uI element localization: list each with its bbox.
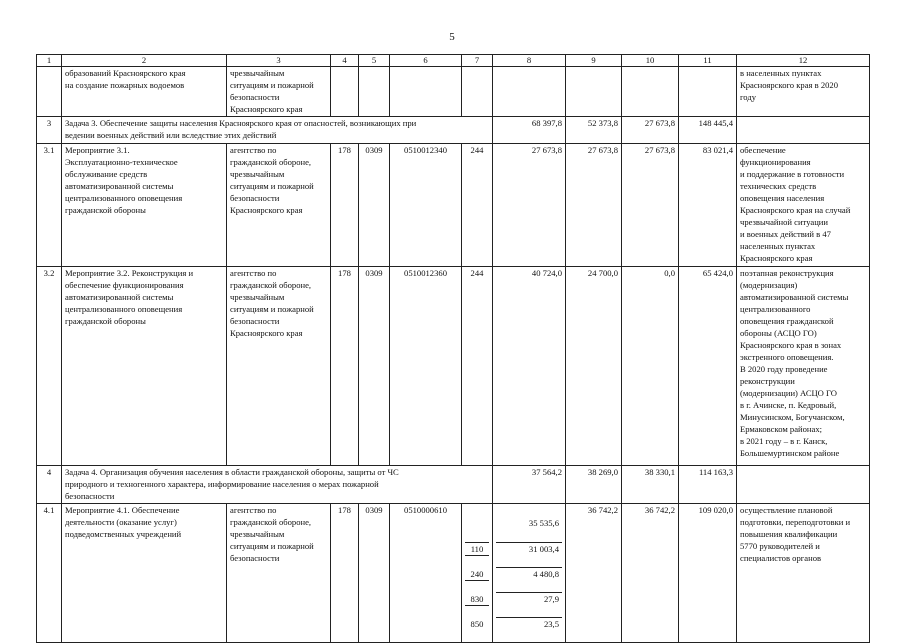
header-cell: 11 <box>679 55 737 67</box>
header-cell: 3 <box>227 55 331 67</box>
value-item: 23,5 <box>496 617 562 630</box>
header-cell: 10 <box>622 55 679 67</box>
table-row-3-2 <box>37 267 870 466</box>
cell-executor: агентство по гражданской обороне, чрезвычайным ситуациям и пожарной безопасности Красноярского края <box>227 267 331 466</box>
cell-2019: 27 673,8 <box>493 144 566 267</box>
table-row-task4 <box>37 466 870 504</box>
cell-grbs: 178 <box>331 504 359 643</box>
header-cell: 6 <box>390 55 462 67</box>
header-cell: 7 <box>462 55 493 67</box>
cell-rzpr: 0309 <box>359 504 390 643</box>
table-row-4-1 <box>37 504 870 643</box>
cell-num: 4.1 <box>37 504 62 643</box>
cell-vr: 244 <box>462 267 493 466</box>
cell-result: в населенных пунктах Красноярского края в 2020 году <box>737 67 870 117</box>
cell-csr: 0510012340 <box>390 144 462 267</box>
cell-total: 148 445,4 <box>679 117 737 144</box>
value-item: 31 003,4 <box>496 542 562 555</box>
cell-grbs: 178 <box>331 267 359 466</box>
cell-executor: агентство по гражданской обороне, чрезвычайным ситуациям и пожарной безопасности Красноярского края <box>227 144 331 267</box>
cell-vr: 244 <box>462 144 493 267</box>
cell-name: Мероприятие 3.1. Эксплуатационно-техническое обслуживание средств автоматизированной системы централизованного оповещения гражданской обороны <box>62 144 227 267</box>
vr-code: 850 <box>470 619 484 629</box>
header-cell: 8 <box>493 55 566 67</box>
cell-executor: чрезвычайным ситуациям и пожарной безопасности Красноярского края <box>227 67 331 117</box>
cell-num: 3.1 <box>37 144 62 267</box>
cell-executor: агентство по гражданской обороне, чрезвычайным ситуациям и пожарной безопасности <box>227 504 331 643</box>
cell-rzpr: 0309 <box>359 267 390 466</box>
header-cell: 1 <box>37 55 62 67</box>
vr-code: 830 <box>465 593 489 606</box>
cell-2021: 0,0 <box>622 267 679 466</box>
value-item: 4 480,8 <box>496 567 562 580</box>
cell-2021: 27 673,8 <box>622 117 679 144</box>
cell-num: 3.2 <box>37 267 62 466</box>
vr-code: 240 <box>465 568 489 581</box>
cell-num: 4 <box>37 466 62 504</box>
cell-2020: 24 700,0 <box>566 267 622 466</box>
cell-2020: 52 373,8 <box>566 117 622 144</box>
header-cell: 12 <box>737 55 870 67</box>
cell-2021: 38 330,1 <box>622 466 679 504</box>
cell-name: Мероприятие 4.1. Обеспечение деятельности (оказание услуг) подведомственных учреждений <box>62 504 227 643</box>
cell-result: обеспечение функционирования и поддержание в готовности технических средств оповещения населения Красноярского края на случай чрезвычайной ситуации и военных действий в 47 населенных пунктах Красноярского края <box>737 144 870 267</box>
cell-csr: 0510012360 <box>390 267 462 466</box>
cell-2019: 37 564,2 <box>493 466 566 504</box>
cell-2021: 27 673,8 <box>622 144 679 267</box>
cell-csr: 0510000610 <box>390 504 462 643</box>
header-cell: 2 <box>62 55 227 67</box>
cell-task-text: Задача 3. Обеспечение защиты населения Красноярского края от опасностей, возникающих при ведении военных действий или вследствие этих действий <box>62 117 493 144</box>
cell-num <box>37 67 62 117</box>
cell-2020: 27 673,8 <box>566 144 622 267</box>
cell-total: 65 424,0 <box>679 267 737 466</box>
value-item: 27,9 <box>496 592 562 605</box>
value-total: 35 535,6 <box>528 518 559 528</box>
cell-2019: 40 724,0 <box>493 267 566 466</box>
cell-total: 109 020,0 <box>679 504 737 643</box>
header-cell: 9 <box>566 55 622 67</box>
program-activities-table <box>36 54 870 643</box>
cell-grbs: 178 <box>331 144 359 267</box>
table-row-continuation <box>37 67 870 117</box>
cell-task-text: Задача 4. Организация обучения населения в области гражданской обороны, защиты от ЧС природного и техногенного характера, информирование населения о мерах пожарной безопасности <box>62 466 493 504</box>
cell-2020: 38 269,0 <box>566 466 622 504</box>
cell-2019: 68 397,8 <box>493 117 566 144</box>
cell-2021: 36 742,2 <box>622 504 679 643</box>
cell-result: осуществление плановой подготовки, переподготовки и повышения квалификации 5770 руководителей и специалистов органов <box>737 504 870 643</box>
cell-total: 114 163,3 <box>679 466 737 504</box>
cell-2020: 36 742,2 <box>566 504 622 643</box>
table-row-3-1 <box>37 144 870 267</box>
cell-2019-breakdown <box>493 504 566 643</box>
page-number: 5 <box>449 31 455 43</box>
cell-total: 83 021,4 <box>679 144 737 267</box>
vr-code: 110 <box>465 542 489 556</box>
cell-result: поэтапная реконструкция (модернизация) автоматизированной системы централизованного оповещения гражданской обороны (АСЦО ГО) Красноярского края в зонах экстренного оповещения. В 2020 году проведение реконструкции (модернизации) АСЦО ГО в г. Ачинске, п. Кедровый, Минусинском, Богучанском, Ермаковском районах; в 2021 году – в г. Канск, Большемуртинском районе <box>737 267 870 466</box>
header-cell: 4 <box>331 55 359 67</box>
column-number-row <box>37 55 870 67</box>
cell-num: 3 <box>37 117 62 144</box>
cell-name: образований Красноярского края на создание пожарных водоемов <box>62 67 227 117</box>
cell-name: Мероприятие 3.2. Реконструкция и обеспечение функционирования автоматизированной системы централизованного оповещения гражданской обороны <box>62 267 227 466</box>
header-cell: 5 <box>359 55 390 67</box>
table-row-task3 <box>37 117 870 144</box>
cell-rzpr: 0309 <box>359 144 390 267</box>
cell-vr-list <box>462 504 493 643</box>
